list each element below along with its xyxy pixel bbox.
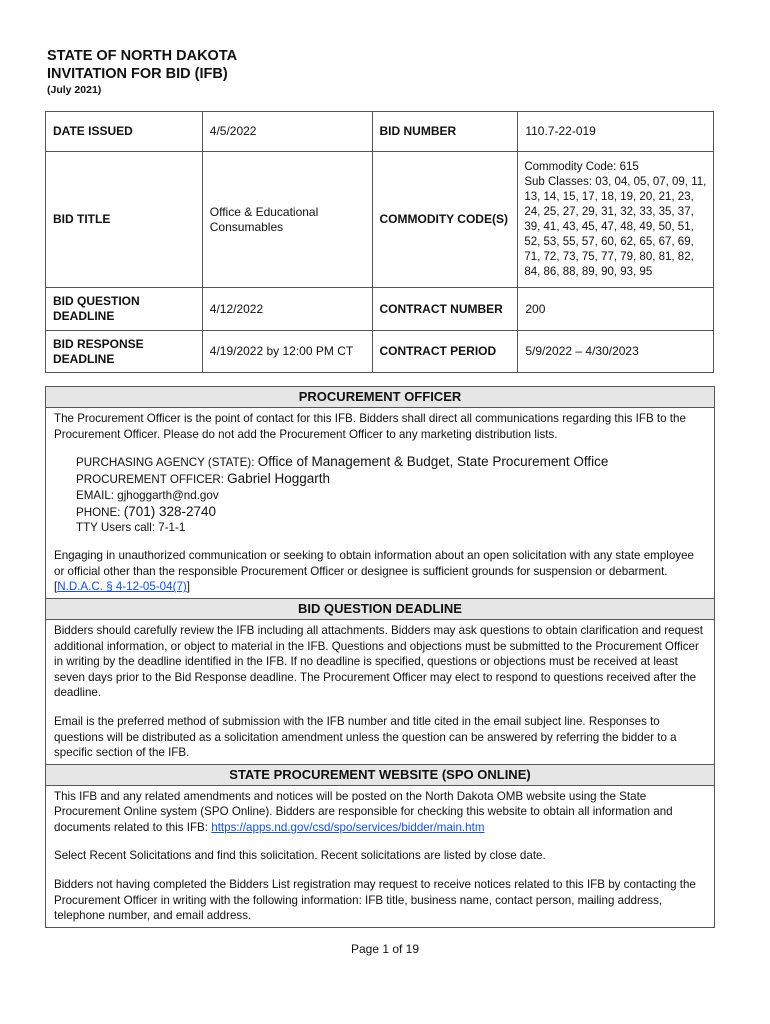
spo-para-1 [54, 789, 706, 836]
spo-para-3: Bidders not having completed the Bidders List registration may request to receive notices related to this IFB by contacting the Procurement Officer in writing with the following information: IFB title, business name, contact person, mailing address, telephone number, and email address. [54, 878, 696, 923]
email-label: EMAIL: [76, 488, 115, 502]
procurement-officer-heading: PROCUREMENT OFFICER [46, 387, 714, 408]
contract-number-label: CONTRACT NUMBER [372, 288, 518, 331]
contract-number-value: 200 [518, 288, 714, 331]
commodity-code-label: COMMODITY CODE(S) [372, 152, 518, 288]
bid-title-label: BID TITLE [46, 152, 203, 288]
bid-number-value: 110.7-22-019 [518, 112, 714, 152]
spo-bidder-link[interactable]: https://apps.nd.gov/csd/spo/services/bidder/main.htm [211, 820, 485, 834]
spo-para-2: Select Recent Solicitations and find this solicitation. Recent solicitations are listed by close date. [54, 849, 546, 863]
bid-number-label: BID NUMBER [372, 112, 518, 152]
ndac-link[interactable]: N.D.A.C. § 4-12-05-04(7) [57, 580, 187, 594]
question-deadline-label: BID QUESTION DEADLINE [46, 288, 203, 331]
phone-value: (701) 328-2740 [123, 503, 217, 519]
officer-line [76, 471, 706, 488]
procurement-officer-intro: The Procurement Officer is the point of contact for this IFB. Bidders shall direct all communications regarding this IFB to the Procurement Officer. Please do not add the Procurement Officer to any marketing distribution lists. [54, 412, 686, 441]
commodity-code-value [518, 152, 714, 288]
form-date: (July 2021) [47, 84, 102, 96]
procurement-officer-body [46, 408, 714, 598]
response-deadline-value: 4/19/2022 by 12:00 PM CT [202, 331, 372, 373]
communication-warning: Engaging in unauthorized communication or seeking to obtain information about an open solicitation with any state employee or official other than the responsible Procurement Officer or designee is sufficient grounds for suspension or debarment. [N.D.A.C. § 4-12-05-04(7)] [54, 549, 694, 594]
date-issued-value: 4/5/2022 [202, 112, 372, 152]
bid-question-para-2: Email is the preferred method of submission with the IFB number and title cited in the email subject line. Responses to questions will be distributed as a solicitation amendment unless the question can be answered by referring the bidder to a specific section of the IFB. [54, 714, 677, 760]
date-issued-label: DATE ISSUED [46, 112, 203, 152]
contact-block [54, 454, 706, 536]
spo-online-body [46, 786, 714, 927]
warning-text: Engaging in unauthorized communication or seeking to obtain information about an open solicitation with any state employee or official other than the responsible Procurement Officer or designee is sufficient grounds for suspension or debarment. [54, 549, 694, 578]
commodity-code: Commodity Code: 615 [524, 160, 639, 173]
email-value: gjhoggarth@nd.gov [117, 488, 219, 502]
spo-para-1-text: This IFB and any related amendments and notices will be posted on the North Dakota OMB website using the State Procurement Online system (SPO Online). Bidders are responsible for checking this website to obtain all information and documents related to this IFB: [54, 789, 673, 834]
document-heading [47, 47, 237, 83]
bid-info-table [45, 111, 714, 373]
question-deadline-value: 4/12/2022 [202, 288, 372, 331]
phone-line [76, 504, 706, 521]
bid-question-para-1: Bidders should carefully review the IFB including all attachments. Bidders may ask questions to obtain clarification and request additional information, or object to material in the IFB. Questions and objections must be submitted to the Procurement Officer in writing by the deadline identified in the IFB. If no deadline is specified, questions or objections must be received at least seven days prior to the Bid Response deadline. The Procurement Officer may elect to respond to questions received after the deadline. [54, 623, 703, 700]
tty-line: TTY Users call: 7-1-1 [76, 521, 186, 535]
bid-question-deadline-heading: BID QUESTION DEADLINE [46, 598, 714, 620]
officer-label: PROCUREMENT OFFICER: [76, 472, 224, 486]
agency-label: PURCHASING AGENCY (STATE): [76, 456, 255, 470]
agency-value: Office of Management & Budget, State Procurement Office [257, 454, 609, 470]
bid-title-value: Office & Educational Consumables [202, 152, 372, 288]
response-deadline-label: BID RESPONSE DEADLINE [46, 331, 203, 373]
officer-value: Gabriel Hoggarth [227, 470, 330, 486]
contract-period-value: 5/9/2022 – 4/30/2023 [518, 331, 714, 373]
sub-classes: Sub Classes: 03, 04, 05, 07, 09, 11, 13, 14, 15, 17, 18, 19, 20, 21, 23, 24, 25, 27, 29, 31, 32, 33, 35, 37, 39, 41, 43, 45, 47, 48, 49, 50, 51, 52, 53, 55, 57, 60, 62, 65, 67, 69, 71, 72, 73, 75, 77, 79, 80, 81, 82, 84, 86, 88, 89, 90, 93, 95 [524, 175, 707, 278]
agency-line [76, 454, 706, 471]
page-number: Page 1 of 19 [350, 942, 420, 956]
phone-label: PHONE: [76, 505, 121, 519]
state-title: STATE OF NORTH DAKOTA [47, 48, 238, 64]
ifb-title: INVITATION FOR BID (IFB) [47, 66, 228, 82]
contract-period-label: CONTRACT PERIOD [372, 331, 518, 373]
ifb-sections [45, 386, 715, 928]
bid-question-deadline-body [46, 620, 714, 764]
spo-online-heading: STATE PROCUREMENT WEBSITE (SPO ONLINE) [46, 764, 714, 786]
email-line [76, 488, 706, 504]
